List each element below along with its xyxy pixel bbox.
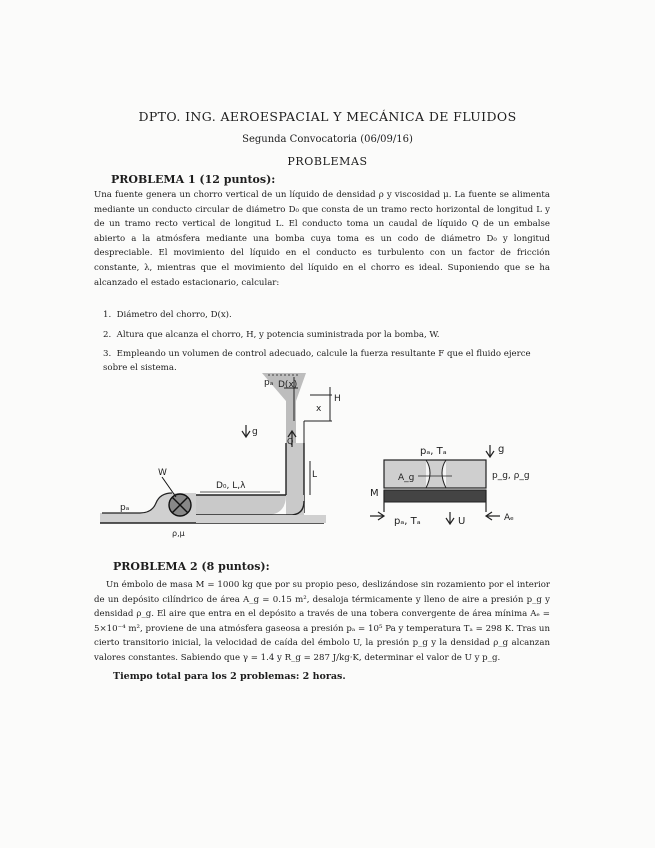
label-w: W	[158, 468, 167, 478]
question-number: 2.	[103, 330, 112, 340]
label-u: U	[458, 516, 466, 527]
question-number: 3.	[103, 349, 112, 359]
gravity-arrow	[242, 425, 250, 437]
label-q: Q	[287, 437, 294, 446]
label-g: g	[252, 427, 258, 437]
problem2-statement: Un émbolo de masa M = 1000 kg que por su propio peso, deslizándose sin rozamiento por el interior de un depósito cilíndrico de área A_g = 0.15 m², desaloja térmicamente y lleno de aire a presión p_g y densidad ρ_g. El aire que entra en el depósito a través de una tobera convergente de área mínima Aₑ = 5×10⁻⁴ m², proviene de una atmósfera gaseosa a presión pₐ = 10⁵ Pa y temperatura Tₐ = 298 K. Tras un cierto transitorio inicial, la velocidad de caída del émbolo U, la presión p_g y la densidad ρ_g alcanzan valores constantes. Sabiendo que γ = 1.4 y R_g = 287 J/kg·K, determinar el valor de U y p_g.	[94, 580, 550, 663]
label-pa-ta: pₐ, Tₐ	[420, 446, 447, 457]
problem1-title: PROBLEMA 1 (12 puntos):	[111, 173, 276, 186]
label-x: x	[316, 404, 322, 414]
problem1-question-2	[103, 328, 548, 342]
question-number: 1.	[103, 310, 112, 320]
problem2-title: PROBLEMA 2 (8 puntos):	[113, 560, 270, 573]
label-pa-left: pₐ	[120, 503, 130, 513]
label-m: M	[370, 488, 379, 499]
tank	[384, 460, 486, 512]
department-title: DPTO. ING. AEROESPACIAL Y MECÁNICA DE FLUIDOS	[138, 109, 517, 124]
label-g: g	[498, 444, 505, 455]
question-text: Diámetro del chorro, D(x).	[116, 310, 232, 320]
label-ae: Aₑ	[504, 513, 514, 523]
question-text: Empleando un volumen de control adecuado, calcule la fuerza resultante F que el fluido ejerce sobre el sistema.	[103, 349, 531, 373]
gravity-arrow	[486, 445, 494, 457]
velocity-arrow	[446, 512, 454, 524]
exam-session: Segunda Convocatoria (06/09/16)	[242, 134, 413, 145]
piston-diagram	[364, 432, 544, 532]
label-l: L	[312, 470, 318, 480]
label-dx: D(x)	[278, 380, 298, 390]
piston	[384, 490, 486, 502]
label-pg-rho: p_g, ρ_g	[492, 471, 530, 481]
label-h: H	[334, 394, 341, 404]
label-pipe: D₀, L,λ	[216, 481, 246, 491]
label-rho-mu: ρ,μ	[172, 529, 185, 538]
problem1-statement: Una fuente genera un chorro vertical de un líquido de densidad ρ y viscosidad μ. La fuente se alimenta mediante un conducto circular de diámetro D₀ que consta de un tramo recto horizontal de longitud L y de un tramo recto vertical de longitud L. El conducto toma un caudal de líquido Q de un embalse abierto a la atmósfera mediante una bomba cuya toma es un codo de diámetro D₀ y longitud despreciable. El movimiento del líquido en el conducto es turbulento con un factor de fricción constante, λ, mientras que el movimiento del líquido en el chorro es ideal. Suponiendo que se ha alcanzado el estado estacionario, calcular:	[94, 190, 550, 288]
fountain-diagram	[100, 365, 340, 545]
problem1-question-1	[103, 308, 548, 322]
total-time-note: Tiempo total para los 2 problemas: 2 horas.	[113, 671, 346, 682]
label-pa: pₐ	[264, 378, 274, 388]
question-text: Altura que alcanza el chorro, H, y potencia suministrada por la bomba, W.	[116, 330, 440, 340]
section-title: PROBLEMAS	[287, 155, 368, 168]
label-ag: A_g	[398, 473, 415, 483]
label-bottom: pₐ, Tₐ	[394, 516, 421, 527]
